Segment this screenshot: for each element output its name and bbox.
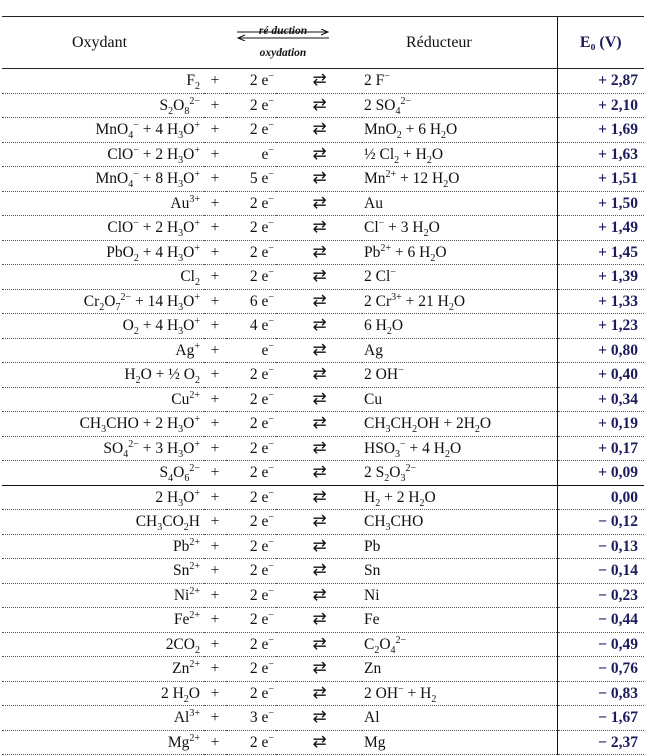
plus-sign: + <box>204 69 226 94</box>
table-row <box>2 167 644 192</box>
oxidant-cell: $Al^{3+}$ <box>2 706 204 731</box>
plus-sign: + <box>204 167 226 192</box>
equilibrium-arrow-icon: ⇄ <box>276 69 362 94</box>
table-row <box>2 191 644 216</box>
plus-sign: + <box>204 730 226 755</box>
plus-sign: + <box>204 534 226 559</box>
potential-cell: 0,00 <box>557 485 644 510</box>
table-row <box>2 363 644 388</box>
reductant-cell: 2 $SO_4^{2-}$ <box>362 93 557 118</box>
table-row <box>2 608 644 633</box>
table-row <box>2 657 644 682</box>
header-oxydant: Oxydant <box>2 17 204 69</box>
plus-sign: + <box>204 583 226 608</box>
oxidant-cell: ClO− + 2 $H_3O^+$ <box>2 142 204 167</box>
plus-sign: + <box>204 93 226 118</box>
table-row <box>2 314 644 339</box>
table-row <box>2 485 644 510</box>
potential-cell: + 1,23 <box>557 314 644 339</box>
plus-sign: + <box>204 240 226 265</box>
plus-sign: + <box>204 461 226 486</box>
potential-cell: + 0,80 <box>557 338 644 363</box>
header-reduction-label: ré duction <box>258 25 308 37</box>
oxidant-cell: MnO$_4$− + 8 $H_3O^+$ <box>2 167 204 192</box>
plus-sign: + <box>204 436 226 461</box>
equilibrium-arrow-icon: ⇄ <box>276 167 362 192</box>
plus-sign: + <box>204 706 226 731</box>
table-row <box>2 730 644 755</box>
potential-cell: + 1,69 <box>557 118 644 143</box>
reductant-cell: Ni <box>362 583 557 608</box>
header-reaction-direction <box>204 17 362 69</box>
potential-cell: − 0,44 <box>557 608 644 633</box>
oxidant-cell: $Au^{3+}$ <box>2 191 204 216</box>
plus-sign: + <box>204 559 226 584</box>
potential-cell: − 0,12 <box>557 510 644 535</box>
table-row <box>2 632 644 657</box>
electron-count-cell: 2 e− <box>226 69 276 94</box>
reductant-cell: ½ $Cl_2 + H_2O$ <box>362 142 557 167</box>
potential-cell: − 0,49 <box>557 632 644 657</box>
oxidant-cell: $2CO_2$ <box>2 632 204 657</box>
electron-count-cell: 2 e− <box>226 534 276 559</box>
reductant-cell: $HSO_3^- + 4$ $H_2O$ <box>362 436 557 461</box>
plus-sign: + <box>204 191 226 216</box>
oxidant-cell: PbO$_2$ + 4 $H_3O^+$ <box>2 240 204 265</box>
equilibrium-arrow-icon: ⇄ <box>276 314 362 339</box>
potential-cell: − 0,23 <box>557 583 644 608</box>
reductant-cell: Ag <box>362 338 557 363</box>
oxidant-cell: $Mg^{2+}$ <box>2 730 204 755</box>
plus-sign: + <box>204 338 226 363</box>
reduction-oxidation-arrows <box>235 17 331 61</box>
oxidant-cell: $Zn^{2+}$ <box>2 657 204 682</box>
electron-count-cell: 2 e− <box>226 681 276 706</box>
electron-count-cell: 2 e− <box>226 240 276 265</box>
electron-count-cell: e− <box>226 142 276 167</box>
table-row <box>2 118 644 143</box>
potential-cell: + 0,19 <box>557 412 644 437</box>
reductant-cell: $Mn^{2+} + 12$ $H_2O$ <box>362 167 557 192</box>
equilibrium-arrow-icon: ⇄ <box>276 510 362 535</box>
electron-count-cell: 2 e− <box>226 730 276 755</box>
table-body <box>2 69 644 755</box>
equilibrium-arrow-icon: ⇄ <box>276 534 362 559</box>
table-header-row <box>2 17 644 69</box>
equilibrium-arrow-icon: ⇄ <box>276 191 362 216</box>
plus-sign: + <box>204 387 226 412</box>
electron-count-cell: 4 e− <box>226 314 276 339</box>
equilibrium-arrow-icon: ⇄ <box>276 559 362 584</box>
electron-count-cell: 2 e− <box>226 510 276 535</box>
double-arrow-icon <box>235 29 331 41</box>
electron-count-cell: 6 e− <box>226 289 276 314</box>
plus-sign: + <box>204 485 226 510</box>
electron-count-cell: 5 e− <box>226 167 276 192</box>
reductant-cell: Sn <box>362 559 557 584</box>
equilibrium-arrow-icon: ⇄ <box>276 118 362 143</box>
oxidant-cell: $Pb^{2+}$ <box>2 534 204 559</box>
equilibrium-arrow-icon: ⇄ <box>276 338 362 363</box>
reductant-cell: 2 $S_2O_3^{2-}$ <box>362 461 557 486</box>
table-row <box>2 534 644 559</box>
electron-count-cell: 2 e− <box>226 583 276 608</box>
table-row <box>2 461 644 486</box>
reductant-cell: Pb <box>362 534 557 559</box>
potential-cell: + 1,50 <box>557 191 644 216</box>
redox-potential-table <box>2 16 644 755</box>
oxidant-cell: 2 $H_2O$ <box>2 681 204 706</box>
reductant-cell: Zn <box>362 657 557 682</box>
table-row <box>2 289 644 314</box>
table-row <box>2 142 644 167</box>
electron-count-cell: 2 e− <box>226 608 276 633</box>
table-row <box>2 387 644 412</box>
equilibrium-arrow-icon: ⇄ <box>276 216 362 241</box>
plus-sign: + <box>204 681 226 706</box>
reductant-cell: $CH_3CH_2OH + 2H_2O$ <box>362 412 557 437</box>
equilibrium-arrow-icon: ⇄ <box>276 608 362 633</box>
plus-sign: + <box>204 216 226 241</box>
potential-cell: − 1,67 <box>557 706 644 731</box>
potential-cell: + 0,17 <box>557 436 644 461</box>
oxidant-cell: Ag+ <box>2 338 204 363</box>
reductant-cell: Fe <box>362 608 557 633</box>
oxidant-cell: $CH_3CHO + 2$ $H_3O^+$ <box>2 412 204 437</box>
equilibrium-arrow-icon: ⇄ <box>276 461 362 486</box>
equilibrium-arrow-icon: ⇄ <box>276 730 362 755</box>
plus-sign: + <box>204 314 226 339</box>
table-row <box>2 240 644 265</box>
potential-cell: − 0,83 <box>557 681 644 706</box>
plus-sign: + <box>204 289 226 314</box>
table-row <box>2 338 644 363</box>
reductant-cell: $C_2O_4^{2-}$ <box>362 632 557 657</box>
oxidant-cell: ClO− + 2 $H_3O^+$ <box>2 216 204 241</box>
header-reducteur: Réducteur <box>362 17 557 69</box>
equilibrium-arrow-icon: ⇄ <box>276 93 362 118</box>
table-row <box>2 265 644 290</box>
reductant-cell: Au <box>362 191 557 216</box>
reductant-cell: $H_2 + 2$ $H_2O$ <box>362 485 557 510</box>
electron-count-cell: 2 e− <box>226 191 276 216</box>
oxidant-cell: $SO_4^{2-} + 3$ $H_3O^+$ <box>2 436 204 461</box>
potential-cell: + 1,33 <box>557 289 644 314</box>
electron-count-cell: 2 e− <box>226 216 276 241</box>
table-row <box>2 510 644 535</box>
reductant-cell: 2 F− <box>362 69 557 94</box>
equilibrium-arrow-icon: ⇄ <box>276 436 362 461</box>
reductant-cell: $Pb^{2+} + 6$ $H_2O$ <box>362 240 557 265</box>
table-row <box>2 93 644 118</box>
potential-cell: − 0,76 <box>557 657 644 682</box>
electron-count-cell: 2 e− <box>226 559 276 584</box>
equilibrium-arrow-icon: ⇄ <box>276 240 362 265</box>
table-row <box>2 412 644 437</box>
table-row <box>2 69 644 94</box>
plus-sign: + <box>204 363 226 388</box>
equilibrium-arrow-icon: ⇄ <box>276 363 362 388</box>
reductant-cell: Cl− + 3 $H_2O$ <box>362 216 557 241</box>
electron-count-cell: 2 e− <box>226 118 276 143</box>
plus-sign: + <box>204 118 226 143</box>
oxidant-cell: $CH_3CO_2H$ <box>2 510 204 535</box>
oxidant-cell: $Sn^{2+}$ <box>2 559 204 584</box>
equilibrium-arrow-icon: ⇄ <box>276 387 362 412</box>
oxidant-cell: $S_2O_8^{2-}$ <box>2 93 204 118</box>
plus-sign: + <box>204 412 226 437</box>
equilibrium-arrow-icon: ⇄ <box>276 485 362 510</box>
reductant-cell: Mg <box>362 730 557 755</box>
oxidant-cell: $S_4O_6^{2-}$ <box>2 461 204 486</box>
reductant-cell: 2 OH− <box>362 363 557 388</box>
plus-sign: + <box>204 608 226 633</box>
potential-cell: + 2,87 <box>557 69 644 94</box>
electron-count-cell: 2 e− <box>226 461 276 486</box>
oxidant-cell: $Cl_2$ <box>2 265 204 290</box>
oxidant-cell: MnO$_4$− + 4 $H_3O^+$ <box>2 118 204 143</box>
potential-cell: + 1,63 <box>557 142 644 167</box>
equilibrium-arrow-icon: ⇄ <box>276 632 362 657</box>
equilibrium-arrow-icon: ⇄ <box>276 583 362 608</box>
potential-cell: − 0,13 <box>557 534 644 559</box>
table-row <box>2 559 644 584</box>
potential-cell: + 0,34 <box>557 387 644 412</box>
electron-count-cell: 2 e− <box>226 436 276 461</box>
potential-cell: − 2,37 <box>557 730 644 755</box>
oxidant-cell: $Ni^{2+}$ <box>2 583 204 608</box>
oxidant-cell: $Fe^{2+}$ <box>2 608 204 633</box>
table-row <box>2 583 644 608</box>
electron-count-cell: 3 e− <box>226 706 276 731</box>
potential-cell: − 0,14 <box>557 559 644 584</box>
electron-count-cell: 2 e− <box>226 363 276 388</box>
electron-count-cell: 2 e− <box>226 387 276 412</box>
potential-cell: + 1,39 <box>557 265 644 290</box>
table-row <box>2 436 644 461</box>
oxidant-cell: $H_2O$ + ½ $O_2$ <box>2 363 204 388</box>
reductant-cell: 2 $OH^- + H_2$ <box>362 681 557 706</box>
equilibrium-arrow-icon: ⇄ <box>276 142 362 167</box>
reductant-cell: Al <box>362 706 557 731</box>
equilibrium-arrow-icon: ⇄ <box>276 706 362 731</box>
reductant-cell: Cu <box>362 387 557 412</box>
oxidant-cell: $Cr_2O_7^{2-} + 14$ $H_3O^+$ <box>2 289 204 314</box>
potential-cell: + 2,10 <box>557 93 644 118</box>
plus-sign: + <box>204 510 226 535</box>
potential-cell: + 1,49 <box>557 216 644 241</box>
electron-count-cell: 2 e− <box>226 657 276 682</box>
table-row <box>2 681 644 706</box>
header-oxydation-label: oxydation <box>259 47 307 59</box>
equilibrium-arrow-icon: ⇄ <box>276 657 362 682</box>
reductant-cell: 2 Cl− <box>362 265 557 290</box>
electron-count-cell: 2 e− <box>226 265 276 290</box>
equilibrium-arrow-icon: ⇄ <box>276 681 362 706</box>
table-row <box>2 706 644 731</box>
electron-count-cell: 2 e− <box>226 412 276 437</box>
plus-sign: + <box>204 265 226 290</box>
oxidant-cell: $F_2$ <box>2 69 204 94</box>
equilibrium-arrow-icon: ⇄ <box>276 265 362 290</box>
electron-count-cell: 2 e− <box>226 632 276 657</box>
oxidant-cell: $Cu^{2+}$ <box>2 387 204 412</box>
plus-sign: + <box>204 142 226 167</box>
oxidant-cell: $O_2 + 4$ $H_3O^+$ <box>2 314 204 339</box>
plus-sign: + <box>204 632 226 657</box>
equilibrium-arrow-icon: ⇄ <box>276 289 362 314</box>
electron-count-cell: 2 e− <box>226 93 276 118</box>
plus-sign: + <box>204 657 226 682</box>
potential-cell: + 1,51 <box>557 167 644 192</box>
equilibrium-arrow-icon: ⇄ <box>276 412 362 437</box>
reductant-cell: 2 $Cr^{3+} + 21$ $H_2O$ <box>362 289 557 314</box>
redox-potential-table-wrapper <box>2 16 644 755</box>
electron-count-cell: 2 e− <box>226 485 276 510</box>
electron-count-cell: e− <box>226 338 276 363</box>
potential-cell: + 0,40 <box>557 363 644 388</box>
oxidant-cell: 2 $H_3O^+$ <box>2 485 204 510</box>
reductant-cell: 6 $H_2O$ <box>362 314 557 339</box>
potential-cell: + 1,45 <box>557 240 644 265</box>
header-e0: E₀ (V) <box>557 17 644 69</box>
reductant-cell: $CH_3CHO$ <box>362 510 557 535</box>
potential-cell: + 0,09 <box>557 461 644 486</box>
reductant-cell: MnO$_2$ + 6 $H_2O$ <box>362 118 557 143</box>
table-row <box>2 216 644 241</box>
